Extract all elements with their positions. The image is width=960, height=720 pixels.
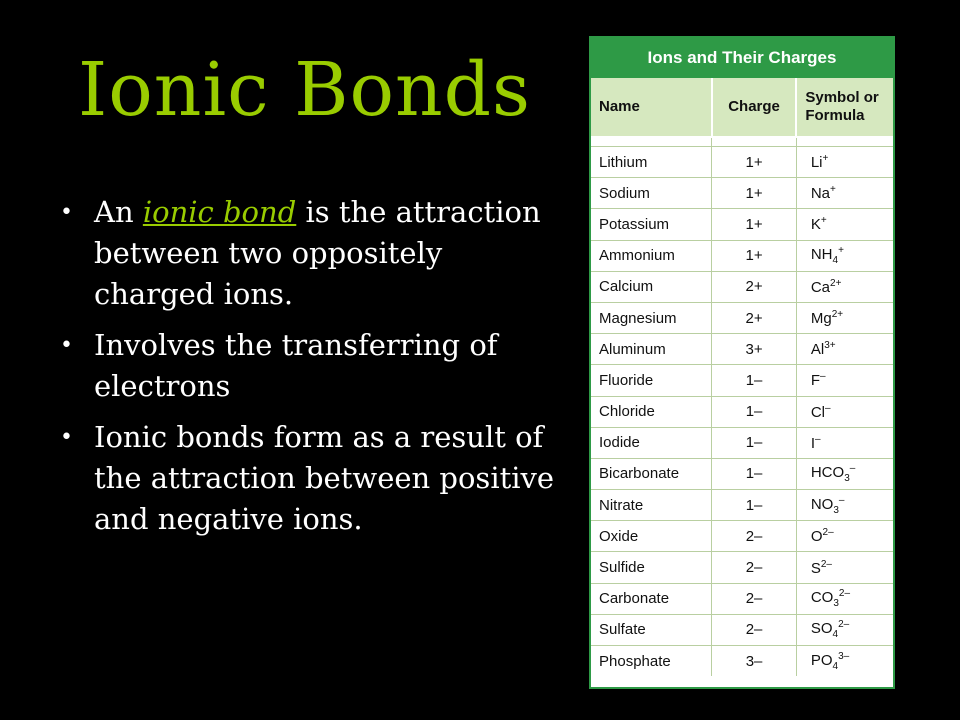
symbol-superscript: + <box>830 184 836 196</box>
bullet-dot-icon: • <box>60 200 73 225</box>
cell-name: Calcium <box>591 271 712 302</box>
cell-symbol <box>796 396 893 427</box>
cell-name: Fluoride <box>591 365 712 396</box>
cell-symbol <box>796 583 893 614</box>
cell-name: Carbonate <box>591 583 712 614</box>
symbol-superscript: + <box>838 245 844 257</box>
table-row <box>591 490 893 521</box>
symbol-subscript: 3 <box>833 504 839 516</box>
symbol-superscript: 2– <box>838 619 850 631</box>
cell-name: Sulfate <box>591 614 712 645</box>
cell-symbol <box>796 490 893 521</box>
symbol-base: HCO <box>810 464 845 482</box>
cell-charge: 3+ <box>712 334 797 365</box>
cell-symbol <box>796 334 893 365</box>
symbol-base: O <box>810 528 823 546</box>
cell-symbol <box>796 178 893 209</box>
cell-symbol <box>796 271 893 302</box>
symbol-subscript: 3 <box>844 473 850 485</box>
cell-symbol <box>796 521 893 552</box>
cell-charge: 1+ <box>712 240 797 271</box>
symbol-superscript: 2+ <box>831 309 844 321</box>
cell-charge: 2– <box>712 521 797 552</box>
bullet-text: An <box>94 195 143 229</box>
symbol-base: Al <box>810 341 825 359</box>
symbol-superscript: + <box>822 153 829 165</box>
cell-name: Nitrate <box>591 490 712 521</box>
cell-symbol <box>796 209 893 240</box>
symbol-base: NH <box>810 246 833 264</box>
header-charge: Charge <box>712 78 797 137</box>
symbol-superscript: 3– <box>838 650 850 662</box>
bullet-text: is the attraction between two oppositely charged ions. <box>94 195 541 311</box>
symbol-base: SO <box>810 620 833 638</box>
cell-charge: 2– <box>712 552 797 583</box>
table-row <box>591 209 893 240</box>
cell-symbol <box>796 302 893 333</box>
cell-name: Magnesium <box>591 302 712 333</box>
table-row <box>591 458 893 489</box>
symbol-base: S <box>810 559 821 577</box>
table-row <box>591 552 893 583</box>
symbol-superscript: – <box>838 494 845 506</box>
cell-symbol <box>796 614 893 645</box>
header-name: Name <box>591 78 712 137</box>
cell-symbol <box>796 365 893 396</box>
symbol-superscript: – <box>849 463 856 475</box>
table-header-row <box>591 78 893 137</box>
symbol-superscript: 2+ <box>830 277 842 289</box>
header-symbol-line1: Symbol or <box>805 89 879 106</box>
cell-symbol <box>796 240 893 271</box>
cell-charge: 2– <box>712 614 797 645</box>
symbol-superscript: 2– <box>838 588 851 600</box>
table-row <box>591 427 893 458</box>
symbol-superscript: 2– <box>822 527 834 539</box>
bullet-item <box>58 417 558 540</box>
symbol-subscript: 4 <box>832 660 839 672</box>
cell-charge: 3– <box>712 646 797 677</box>
table-row <box>591 583 893 614</box>
cell-symbol <box>796 147 893 178</box>
table-row <box>591 521 893 552</box>
cell-symbol <box>796 427 893 458</box>
cell-name: Sodium <box>591 178 712 209</box>
cell-charge: 1+ <box>712 209 797 240</box>
table-spacer-row <box>591 137 893 147</box>
cell-name: Aluminum <box>591 334 712 365</box>
bullet-dot-icon: • <box>60 425 73 450</box>
symbol-base: Li <box>810 154 823 172</box>
cell-charge: 2– <box>712 583 797 614</box>
cell-charge: 1– <box>712 365 797 396</box>
cell-charge: 1+ <box>712 178 797 209</box>
table-row <box>591 240 893 271</box>
cell-charge: 2+ <box>712 302 797 333</box>
header-symbol-line2: Formula <box>805 107 865 124</box>
cell-name: Potassium <box>591 209 712 240</box>
bullet-text: Ionic bonds form as a result of the attraction between positive and negative ions. <box>94 420 555 536</box>
symbol-base: Ca <box>810 278 831 296</box>
cell-name: Sulfide <box>591 552 712 583</box>
cell-name: Phosphate <box>591 646 712 677</box>
symbol-base: PO <box>810 651 833 669</box>
symbol-base: NO <box>810 495 834 513</box>
cell-name: Lithium <box>591 147 712 178</box>
symbol-base: Cl <box>810 403 826 421</box>
symbol-base: K <box>810 216 821 234</box>
slide-title: Ionic Bonds <box>78 47 532 133</box>
symbol-subscript: 4 <box>832 255 839 267</box>
ions-table <box>591 78 893 676</box>
symbol-superscript: – <box>815 433 821 445</box>
cell-name: Iodide <box>591 427 712 458</box>
table-row <box>591 334 893 365</box>
header-symbol <box>796 78 893 137</box>
cell-charge: 1– <box>712 396 797 427</box>
table-body <box>591 137 893 676</box>
cell-name: Bicarbonate <box>591 458 712 489</box>
cell-charge: 1– <box>712 458 797 489</box>
symbol-superscript: + <box>820 215 827 227</box>
cell-name: Ammonium <box>591 240 712 271</box>
symbol-superscript: 2– <box>820 558 832 570</box>
cell-symbol <box>796 646 893 677</box>
symbol-base: CO <box>810 589 834 607</box>
symbol-subscript: 4 <box>832 629 839 641</box>
cell-charge: 1+ <box>712 147 797 178</box>
table-row <box>591 302 893 333</box>
bullet-item <box>58 325 558 407</box>
cell-name: Chloride <box>591 396 712 427</box>
symbol-superscript: – <box>825 402 831 414</box>
table-row <box>591 396 893 427</box>
ions-table-figure <box>589 36 895 689</box>
symbol-superscript: – <box>820 371 826 383</box>
bullet-item <box>58 192 558 315</box>
cell-charge: 1– <box>712 427 797 458</box>
symbol-base: I <box>810 434 816 452</box>
table-row <box>591 178 893 209</box>
bullet-list <box>58 192 558 550</box>
cell-charge: 1– <box>712 490 797 521</box>
symbol-base: Mg <box>810 310 832 328</box>
cell-charge: 2+ <box>712 271 797 302</box>
cell-name: Oxide <box>591 521 712 552</box>
cell-symbol <box>796 458 893 489</box>
table-row <box>591 271 893 302</box>
symbol-base: F <box>810 372 821 390</box>
symbol-subscript: 3 <box>833 598 839 610</box>
table-title: Ions and Their Charges <box>591 38 893 78</box>
table-row <box>591 614 893 645</box>
table-row <box>591 365 893 396</box>
symbol-base: Na <box>810 185 831 203</box>
table-row <box>591 646 893 677</box>
bullet-text: Involves the transferring of electrons <box>94 328 498 403</box>
bullet-dot-icon: • <box>60 333 73 358</box>
table-row <box>591 147 893 178</box>
cell-symbol <box>796 552 893 583</box>
symbol-superscript: 3+ <box>824 340 836 352</box>
ionic-bond-link[interactable]: ionic bond <box>142 195 297 229</box>
